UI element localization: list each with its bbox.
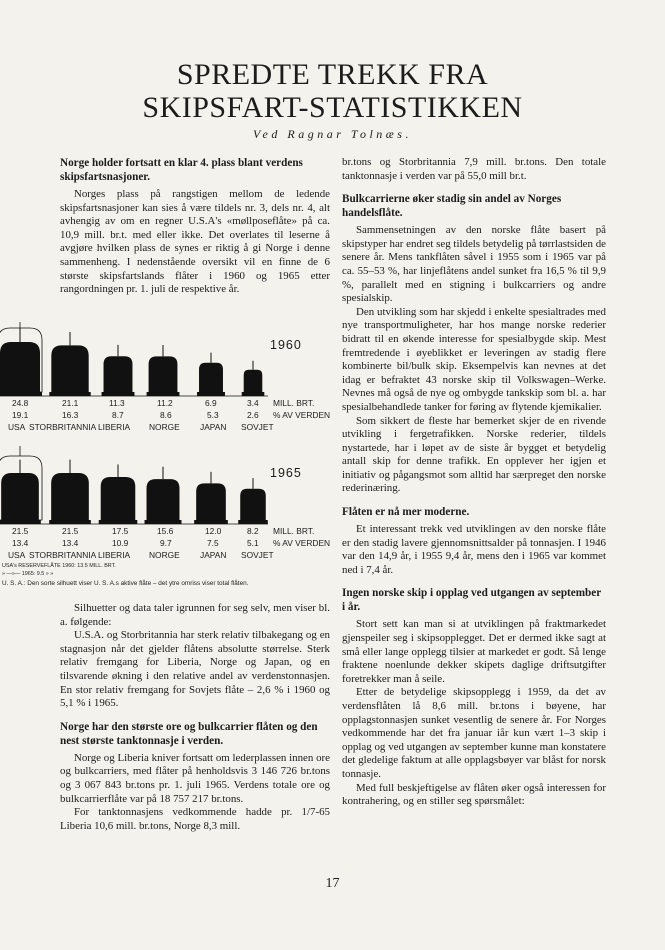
- country-1965-storbritannia: STORBRITANNIA: [29, 550, 97, 560]
- paragraph: Et interessant trekk ved utviklingen av den norske flåte er den stadig lavere gjennomsnittsalder på tonnasjen. I 1946 var den 14,9 år, i 1955 9,4 år, mens den i 1965 var kommet ned i 7,4 år.: [342, 523, 606, 576]
- percent-1965-norge: 9.7: [160, 538, 172, 548]
- tonnage-1965-liberia: 17.5: [112, 526, 129, 536]
- country-1960-storbritannia: STORBRITANNIA: [29, 422, 97, 432]
- percent-unit-1960: % AV VERDEN: [273, 410, 331, 420]
- country-1965-sovjet: SOVJET: [241, 550, 274, 560]
- section-heading-opplag: Ingen norske skip i opplag ved utgangen av september i år.: [342, 587, 602, 614]
- country-1965-japan: JAPAN: [200, 550, 227, 560]
- page-title-line-1: SPREDTE TREKK FRA: [176, 58, 489, 91]
- paragraph: Etter de betydelige skipsopplegg i 1959, da det av verdensflåten lå 8,6 mill. br.tons i bøyene, har opplagstonnasjen sunket vesentlig de senere år. For Norges vedkommende har det fra januar iår kun vært 1–3 skip i opplag og ved utgangen av september kunne man konstatere det gledelige faktum at alle opplagsbøyer var blåst for norsk tonnasje.: [342, 686, 606, 780]
- section-heading-bulkcarrier: Norge har den største ore og bulkcarrier flåten og den nest største tanktonnasje i verden.: [60, 720, 318, 747]
- silhouettes-1965: [0, 446, 268, 524]
- ship-base-2: [102, 392, 135, 396]
- section-heading-handelsflate: Bulkcarrierne øker stadig sin andel av Norges handelsflåte.: [342, 193, 562, 220]
- ship-silhouette-4: [199, 363, 223, 392]
- percent-1960-norge: 8.6: [160, 410, 172, 420]
- tonnage-unit-1960: MILL. BRT.: [273, 398, 315, 408]
- tonnage-1960-usa: 24.8: [12, 398, 29, 408]
- tonnage-1960-storbritannia: 21.1: [62, 398, 79, 408]
- country-1960-sovjet: SOVJET: [241, 422, 274, 432]
- year-label-1965: 1965: [270, 466, 302, 480]
- footnote-reserve-1965: » —»— 1965: 9.5 » »: [2, 571, 54, 577]
- paragraph: Sammensetningen av den norske flåte basert på skipstyper har endret seg tildels betydelig på tørrlastsiden de senere år. Mens tankflåten såvel i 1955 som i 1965 var på ca. 55–53 %, har linjeflåtens andel sunket fra 16,5 % til 9,9 %, parallelt med en stigning i bulkcarriers og andre spesialskip.: [342, 224, 606, 305]
- page-number: 17: [325, 876, 340, 891]
- paragraph: Silhuetter og data taler igrunnen for seg selv, men viser bl. a. følgende:: [60, 602, 330, 628]
- tonnage-1965-japan: 12.0: [205, 526, 222, 536]
- percent-1960-storbritannia: 16.3: [62, 410, 79, 420]
- ship-silhouette-2: [104, 356, 133, 392]
- tonnage-1960-norge: 11.2: [157, 398, 173, 408]
- right-column: [342, 156, 606, 809]
- paragraph: Med full beskjeftigelse av flåten øker også interessen for kontrahering, og en stiller seg spørsmålet:: [342, 781, 606, 808]
- silhouettes-1960: [0, 322, 268, 396]
- ship-base-5: [238, 520, 268, 524]
- percent-1965-japan: 7.5: [207, 538, 219, 548]
- footnote-reserve-1960: USA's RESERVEFLÅTE 1960: 13.5 MILL. BRT.: [2, 563, 116, 569]
- ship-silhouette-2: [101, 477, 136, 520]
- percent-1965-sovjet: 5.1: [247, 538, 259, 548]
- page-title-line-2: SKIPSFART-STATISTIKKEN: [142, 91, 523, 124]
- tonnage-1960-liberia: 11.3: [109, 398, 125, 408]
- percent-1960-sovjet: 2.6: [247, 410, 259, 420]
- ship-silhouette-1: [51, 345, 88, 392]
- country-1965-liberia: LIBERIA: [98, 550, 131, 560]
- year-label-1960: 1960: [270, 338, 302, 352]
- byline: Ved Ragnar Tolnæs.: [253, 127, 412, 141]
- paragraph: Norges plass på rangstigen mellom de ledende skipsfartsnasjoner kan sies å være tildels nr. 3, dels nr. 4, alt avhengig av om en regner U.S.A's «møllposeflåte» på ca. 10,9 mill. br.t. med eller ikke. Det overlates til leserne å avgjøre hvilken plass de synes er riktig å gi Norge i denne sammenheng. I nedenstående oversikt vil en finne de 6 største skipsfartslands flåter i 1960 og 1965 etter rangordningen pr. 1. juli de respektive år.: [60, 188, 330, 296]
- ship-silhouette-4: [196, 483, 226, 520]
- percent-1960-usa: 19.1: [12, 410, 29, 420]
- ship-silhouette-3: [149, 356, 178, 392]
- paragraph: Den utvikling som har skjedd i enkelte spesialtrades med nye transportmuligheter, har hos mange norske rederier bidratt til en økende interesse for spesialbygde skip. Mest fremtredende i øyeblikket er leveringen av stadig flere kombinerte bil/bulk skip. Eksempelvis kan nevnes at det idag er befraktet 43 norske skip til Volkswagen–Werke. Nevnes må også de nye og ombygde tankskip som bl. a. har spesialbehandlede tanker for føring av flytende kjemikalier.: [342, 305, 606, 413]
- ship-silhouette-1: [51, 473, 89, 520]
- paragraph: For tanktonnasjens vedkommende hadde pr. 1/7-65 Liberia 10,6 mill. br.tons, Norge 8,3 mill.: [60, 806, 330, 832]
- tonnage-1960-japan: 6.9: [205, 398, 217, 408]
- percent-unit-1965: % AV VERDEN: [273, 538, 331, 548]
- ship-base-3: [145, 520, 182, 524]
- tonnage-1965-usa: 21.5: [12, 526, 29, 536]
- paragraph: Stort sett kan man si at utviklingen på fraktmarkedet gjenspeiler seg i skipsopplegget. Det er dermed ikke sagt at små eller lange opplegg tilsier at markedet er godt. Så lenge fraktene noenlunde dekker skipets daglige driftsutgifter foretrekker man å seile.: [342, 618, 606, 685]
- ship-silhouette-3: [147, 479, 180, 520]
- ship-base-4: [194, 520, 228, 524]
- left-column-top: [60, 156, 330, 297]
- ship-base-0: [0, 392, 42, 396]
- ship-silhouette-5: [244, 370, 263, 392]
- country-1960-japan: JAPAN: [200, 422, 227, 432]
- ship-base-1: [49, 392, 90, 396]
- tonnage-1965-sovjet: 8.2: [247, 526, 259, 536]
- tonnage-1965-storbritannia: 21.5: [62, 526, 79, 536]
- tonnage-1965-norge: 15.6: [157, 526, 174, 536]
- country-1960-liberia: LIBERIA: [98, 422, 131, 432]
- ship-base-4: [197, 392, 225, 396]
- paragraph: U.S.A. og Storbritannia har sterk relativ tilbakegang og en stagnasjon når det gjelder flåtens absolutte størrelse. Sterk relativ fremgang for Liberia, Norge og Japan, og en tilsvarende økning i den relative andel av verdenstonnasjen. En stor relativ fremgang for Sovjets flåte – 2,6 % i 1960 og 5,1 % i 1965.: [60, 629, 330, 710]
- paragraph: Norge og Liberia kniver fortsatt om lederplassen innen ore og bulkcarriers, med flåter på henholdsvis 3 146 726 br.tons og 3 067 843 br.tons pr. 1. juli 1965. Verdens totale ore og bulkcarrierflåte var på 18 757 217 br.tons.: [60, 751, 330, 805]
- paragraph: br.tons og Storbritannia 7,9 mill. br.tons. Den totale tanktonnasje i verden var på 55,0 mill br.t.: [342, 156, 606, 182]
- paragraph: Som sikkert de fleste har bemerket skjer de en rivende utvikling i fergetrafikken. Norske rederier, tildels nystartede, har i løpet av de siste år bygget et betydelig antall skip for denne trafikk. En opplever her igjen et initiativ og pågangsmot som alltid har særpreget den norske rederinæring.: [342, 414, 606, 495]
- percent-1960-japan: 5.3: [207, 410, 219, 420]
- fleet-silhouette-figure: [0, 322, 335, 594]
- percent-1965-usa: 13.4: [12, 538, 29, 548]
- percent-1965-storbritannia: 13.4: [62, 538, 79, 548]
- ship-silhouette-0: [1, 473, 39, 520]
- country-1965-usa: USA: [8, 550, 26, 560]
- ship-base-3: [147, 392, 180, 396]
- country-1965-norge: NORGE: [149, 550, 180, 560]
- percent-1960-liberia: 8.7: [112, 410, 124, 420]
- country-1960-usa: USA: [8, 422, 26, 432]
- ship-base-0: [0, 520, 41, 524]
- footnote-silhouette-explanation: U. S. A.: Den sorte silhuett viser U. S. A.s aktive flåte – det ytre omriss viser total flåten.: [2, 580, 249, 587]
- ship-silhouette-5: [240, 489, 266, 520]
- ship-base-2: [99, 520, 138, 524]
- country-1960-norge: NORGE: [149, 422, 180, 432]
- section-heading-fourth-place: Norge holder fortsatt en klar 4. plass blant verdens skipsfartsnasjoner.: [60, 157, 303, 183]
- percent-1965-liberia: 10.9: [112, 538, 129, 548]
- ship-base-5: [242, 392, 265, 396]
- left-column-bottom: [60, 602, 330, 833]
- tonnage-unit-1965: MILL. BRT.: [273, 526, 315, 536]
- ship-base-1: [49, 520, 91, 524]
- ship-silhouette-0: [0, 342, 40, 392]
- section-heading-moderne: Flåten er nå mer moderne.: [342, 506, 470, 519]
- tonnage-1960-sovjet: 3.4: [247, 398, 259, 408]
